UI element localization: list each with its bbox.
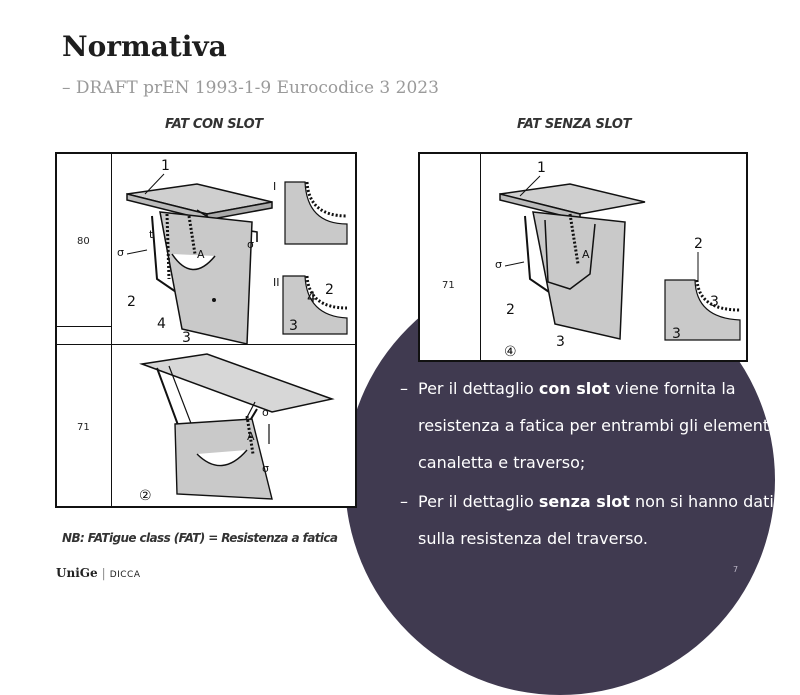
slot-detail-drawing <box>57 154 355 506</box>
label-3: 3 <box>182 330 191 346</box>
label-sigma-down: σ <box>262 462 269 475</box>
page-title: Normativa <box>62 30 227 63</box>
label-t: t <box>149 228 154 241</box>
fat-value-71: 71 <box>77 422 90 433</box>
label-sigma-left: σ <box>117 246 124 259</box>
bullet-item: – Per il dettaglio senza slot non si hanno dati sulla resistenza del traverso. <box>400 492 774 548</box>
right-label-sigma: σ <box>495 258 502 271</box>
label-sigma-right: σ <box>247 238 254 251</box>
right-inset-label-3a: 3 <box>710 294 719 310</box>
right-label-A: A <box>582 248 590 261</box>
right-detail-table <box>418 152 748 362</box>
label-inset-I: I <box>273 180 277 193</box>
fat-value-71-right: 71 <box>442 280 455 291</box>
right-label-2: 2 <box>506 302 515 318</box>
label-inset-2: 2 <box>325 282 334 298</box>
label-A: A <box>197 248 205 261</box>
footer-logo: UniGe | DICCA <box>56 566 141 580</box>
page-number: 7 <box>733 565 739 574</box>
label-sigma-up: σ <box>262 406 269 419</box>
fat-note: NB: FATigue class (FAT) = Resistenza a fatica <box>62 531 338 545</box>
left-column-header: FAT CON SLOT <box>165 117 263 132</box>
no-slot-detail-drawing <box>420 154 746 360</box>
right-inset-label-3b: 3 <box>672 326 681 342</box>
bullet-list <box>400 370 780 559</box>
right-column-header: FAT SENZA SLOT <box>517 117 632 132</box>
right-label-3: 3 <box>556 334 565 350</box>
label-2: 2 <box>127 294 136 310</box>
fat-value-80: 80 <box>77 236 90 247</box>
bullet-item: – Per il dettaglio con slot viene fornita la resistenza a fatica per entrambi gli elementi, canaletta e traverso; <box>400 379 779 472</box>
label-inset-II: II <box>273 276 280 289</box>
right-label-1: 1 <box>537 160 546 176</box>
left-detail-table <box>55 152 357 508</box>
label-4: 4 <box>157 316 166 332</box>
detail-number-4: ④ <box>504 344 517 360</box>
detail-number-2: ② <box>139 488 152 504</box>
page-subtitle: – DRAFT prEN 1993-1-9 Eurocodice 3 2023 <box>62 78 439 98</box>
label-A-bottom: A <box>247 430 255 443</box>
label-inset-4: 4 <box>307 290 316 306</box>
label-1: 1 <box>161 158 170 174</box>
label-inset-3: 3 <box>289 318 298 334</box>
right-inset-label-2: 2 <box>694 236 703 252</box>
